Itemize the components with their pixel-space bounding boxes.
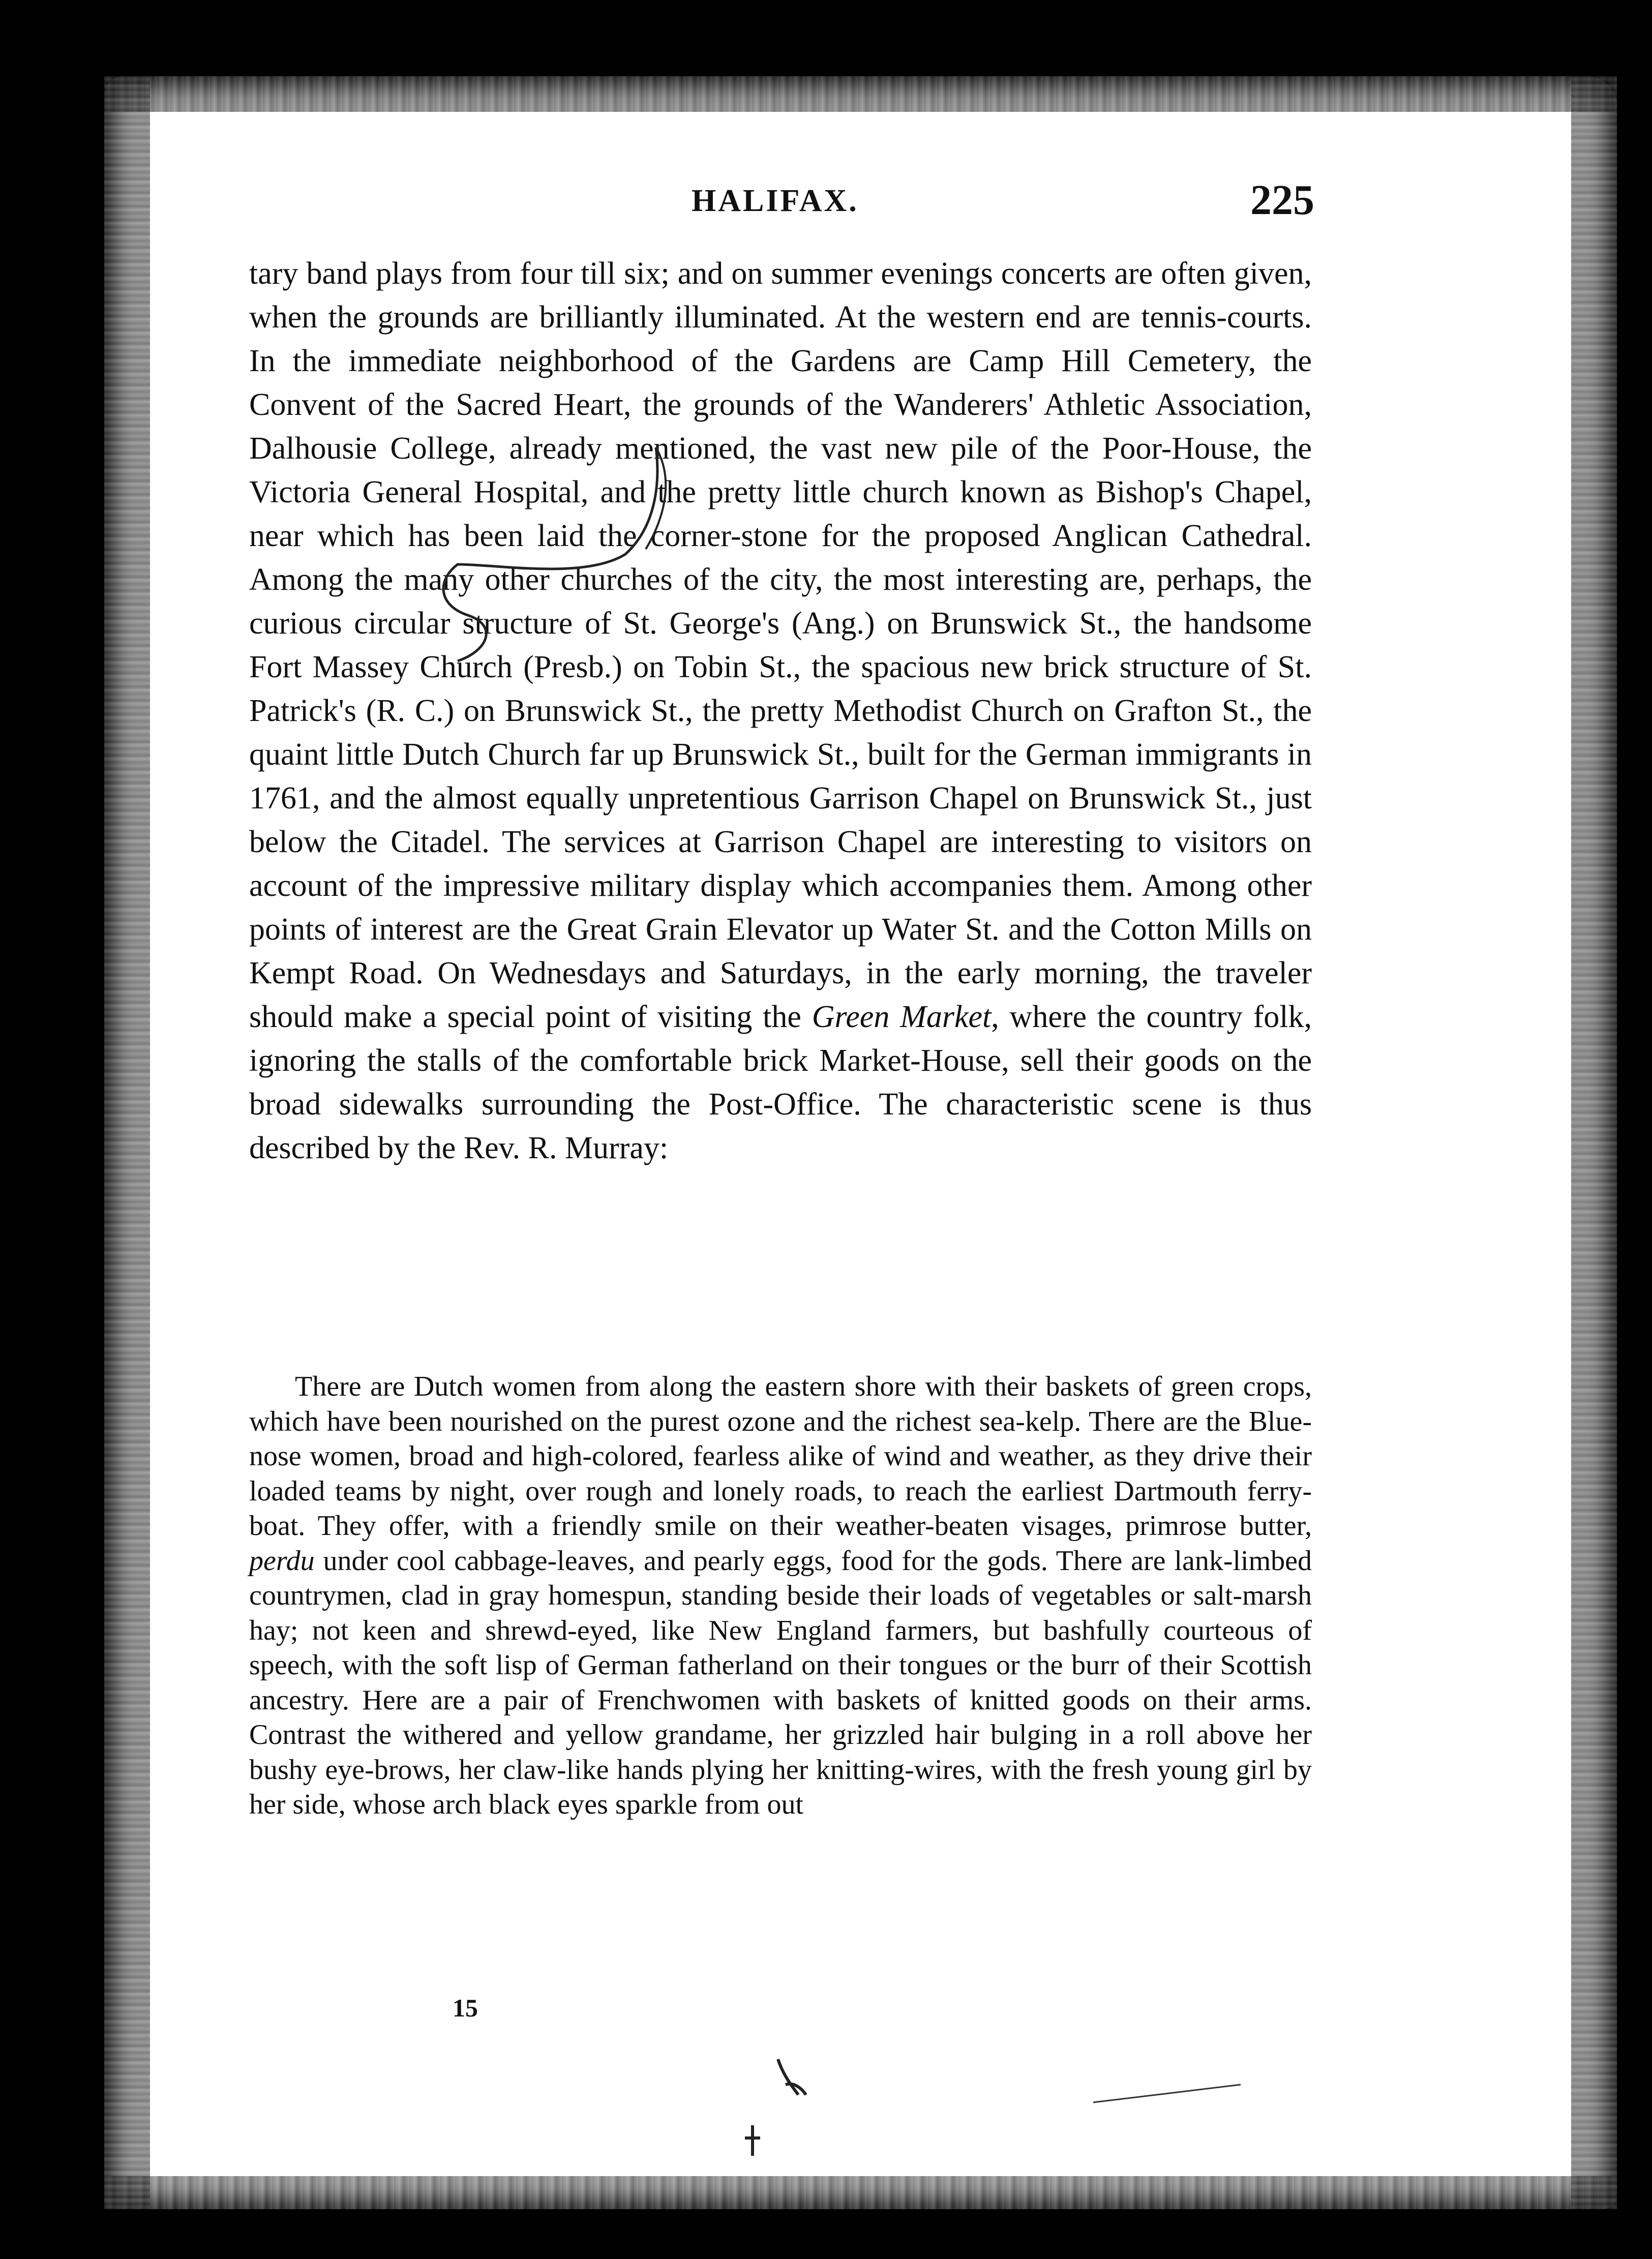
body-text [249, 252, 1312, 1822]
running-title: HALIFAX. [692, 184, 859, 218]
green-market-italic: Green Market [812, 1000, 992, 1034]
perdu-italic: perdu [249, 1545, 315, 1577]
page-edge-top [104, 76, 1617, 112]
page-number: 225 [1250, 176, 1314, 224]
running-head [203, 175, 1322, 231]
signature-mark: 15 [453, 1994, 478, 2022]
quoted-passage [249, 1369, 1312, 1822]
page-edge-right [1571, 76, 1617, 2209]
main-paragraph-end: , where the country folk, ignoring the stalls of the comfortable brick Market-House, sell their goods on the broad sidewalks surrounding the Post-Office. The characteristic scene is thus described by the Rev. R. Murray: [249, 1000, 1312, 1165]
main-paragraph [249, 252, 1312, 1360]
page-edge-left [104, 76, 150, 2209]
main-paragraph-text: tary band plays from four till six; and on summer evenings concerts are often given, when the grounds are brilliantly illuminated. At the western end are tennis-courts. In the immediate neighborhood of the Gardens are Camp Hill Cemetery, the Convent of the Sacred Heart, the grounds of the Wanderers' Athletic Association, Dalhousie College, already mentioned, the vast new pile of the Poor-House, the Victoria General Hospital, and the pretty little church known as Bishop's Chapel, near which has been laid the corner-stone for the proposed Anglican Cathedral. Among the many other churches of the city, the most interesting are, perhaps, the curious circular structure of St. George's (Ang.) on Brunswick St., the handsome Fort Massey Church (Presb.) on Tobin St., the spacious new brick structure of St. Patrick's (R. C.) on Brunswick St., the pretty Methodist Church on Grafton St., the quaint little Dutch Church far up Brunswick St., built for the German immigrants in 1761, and the almost equally unpretentious Garrison Chapel on Brunswick St., just below the Citadel. The services at Garrison Chapel are interesting to visitors on account of the impressive military display which accompanies them. Among other points of interest are the Great Grain Elevator up Water St. and the Cotton Mills on Kempt Road. On Wednesdays and Saturdays, in the early morning, the traveler should make a special point of visiting the [249, 256, 1312, 1034]
quote-end: under cool cabbage-leaves, and pearly eggs, food for the gods. There are lank-limbed countrymen, clad in gray homespun, standing beside their loads of vegetables or salt-marsh hay; not keen and shrewd-eyed, like New England farmers, but bashfully courteous of speech, with the soft lisp of German fatherland on their tongues or the burr of their Scottish ancestry. Here are a pair of Frenchwomen with baskets of knitted goods on their arms. Contrast the withered and yellow grandame, her grizzled hair bulging in a roll above her bushy eye-brows, her claw-like hands plying her knitting-wires, with the fresh young girl by her side, whose arch black eyes sparkle from out [249, 1545, 1312, 1820]
page-edge-bottom [104, 2176, 1617, 2209]
quote-start: There are Dutch women from along the eastern shore with their baskets of green crops, which have been nourished on the purest ozone and the richest sea-kelp. There are the Blue-nose women, broad and high-colored, fearless alike of wind and weather, as they drive their loaded teams by night, over rough and lonely roads, to reach the earliest Dartmouth ferry-boat. They offer, with a friendly smile on their weather-beaten visages, primrose butter, [249, 1371, 1312, 1542]
